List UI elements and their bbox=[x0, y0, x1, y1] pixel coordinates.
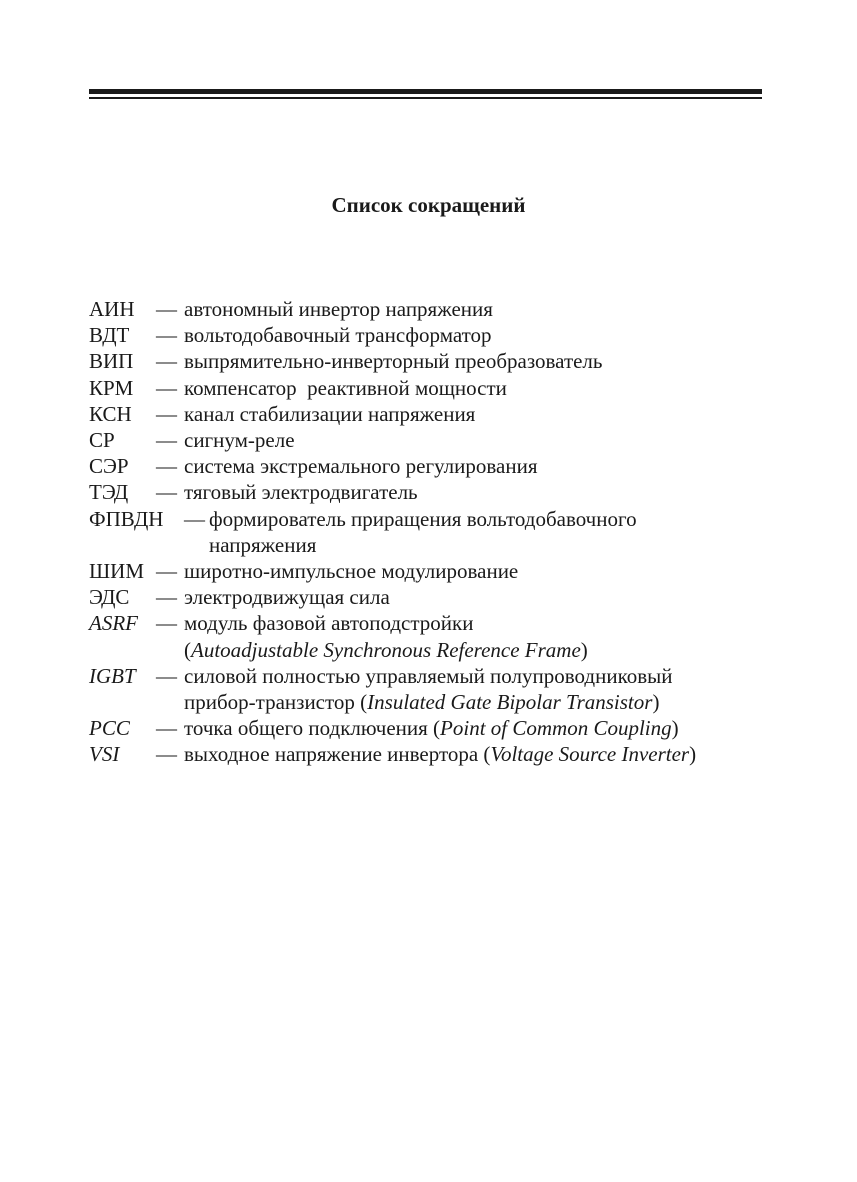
dash: — bbox=[156, 663, 177, 688]
english-term: Voltage Source Inverter bbox=[490, 742, 690, 767]
dash: — bbox=[156, 585, 177, 610]
header-rule-thick bbox=[89, 89, 762, 94]
abbreviation: ВДТ bbox=[89, 323, 130, 348]
definition: силовой полностью управляемый полупроводниковый прибор-транзистор (Insulated Gate Bipolar Transistor) bbox=[184, 663, 673, 715]
english-term: Point of Common Coupling bbox=[440, 716, 672, 741]
abbreviation: СЭР bbox=[89, 454, 129, 479]
abbreviation-list bbox=[89, 296, 789, 768]
abbreviation: ФПВДН bbox=[89, 506, 164, 531]
abbreviation: КСН bbox=[89, 401, 132, 426]
list-item bbox=[89, 558, 789, 584]
dash: — bbox=[156, 716, 177, 741]
dash: — bbox=[156, 428, 177, 453]
list-item bbox=[89, 741, 789, 767]
abbreviation: IGBT bbox=[89, 663, 136, 688]
list-item bbox=[89, 479, 789, 505]
page-title: Список сокращений bbox=[331, 193, 526, 217]
abbreviation: VSI bbox=[89, 742, 120, 767]
abbreviation: ASRF bbox=[89, 611, 138, 636]
abbreviation: ЭДС bbox=[89, 585, 130, 610]
header-rule-thin bbox=[89, 97, 762, 99]
list-item bbox=[89, 427, 789, 453]
dash: — bbox=[156, 297, 177, 321]
abbreviation: PCC bbox=[89, 716, 130, 741]
definition: электродвижущая сила bbox=[184, 585, 390, 610]
definition: сигнум-реле bbox=[184, 428, 295, 453]
list-item bbox=[89, 375, 789, 401]
english-term: Autoadjustable Synchronous Reference Frame bbox=[191, 637, 581, 662]
list-item bbox=[89, 296, 789, 322]
definition: формирователь приращения вольтодобавочного напряжения bbox=[209, 506, 637, 557]
dash: — bbox=[156, 480, 177, 505]
english-term: Insulated Gate Bipolar Transistor bbox=[367, 690, 653, 715]
dash: — bbox=[156, 559, 177, 584]
definition: выпрямительно-инверторный преобразователь bbox=[184, 349, 603, 374]
list-item bbox=[89, 348, 789, 374]
dash: — bbox=[156, 349, 177, 374]
dash: — bbox=[156, 611, 177, 636]
list-item bbox=[89, 506, 789, 558]
definition: точка общего подключения (Point of Common Coupling) bbox=[184, 716, 679, 741]
dash: — bbox=[156, 375, 177, 400]
dash: — bbox=[184, 506, 205, 531]
list-item bbox=[89, 584, 789, 610]
definition: модуль фазовой автоподстройки (Autoadjustable Synchronous Reference Frame) bbox=[184, 611, 588, 662]
list-item bbox=[89, 715, 789, 741]
list-item bbox=[89, 610, 789, 662]
list-item bbox=[89, 322, 789, 348]
definition: компенсатор реактивной мощности bbox=[184, 375, 507, 400]
definition: канал стабилизации напряжения bbox=[184, 401, 476, 426]
abbreviation: ТЭД bbox=[89, 480, 129, 505]
list-item bbox=[89, 663, 789, 715]
abbreviation: КРМ bbox=[89, 375, 134, 400]
definition: автономный инвертор напряжения bbox=[184, 297, 493, 321]
definition: вольтодобавочный трансформатор bbox=[184, 323, 492, 348]
dash: — bbox=[156, 401, 177, 426]
definition: выходное напряжение инвертора (Voltage Source Inverter) bbox=[184, 742, 697, 767]
dash: — bbox=[156, 454, 177, 479]
abbreviation: ШИМ bbox=[89, 559, 145, 584]
abbreviation: СР bbox=[89, 428, 115, 453]
dash: — bbox=[156, 742, 177, 767]
list-item bbox=[89, 401, 789, 427]
dash: — bbox=[156, 323, 177, 348]
definition: широтно-импульсное модулирование bbox=[184, 559, 519, 584]
abbreviation: ВИП bbox=[89, 349, 134, 374]
definition: система экстремального регулирования bbox=[184, 454, 538, 479]
abbreviation: АИН bbox=[89, 297, 135, 321]
list-item bbox=[89, 453, 789, 479]
definition: тяговый электродвигатель bbox=[184, 480, 418, 505]
